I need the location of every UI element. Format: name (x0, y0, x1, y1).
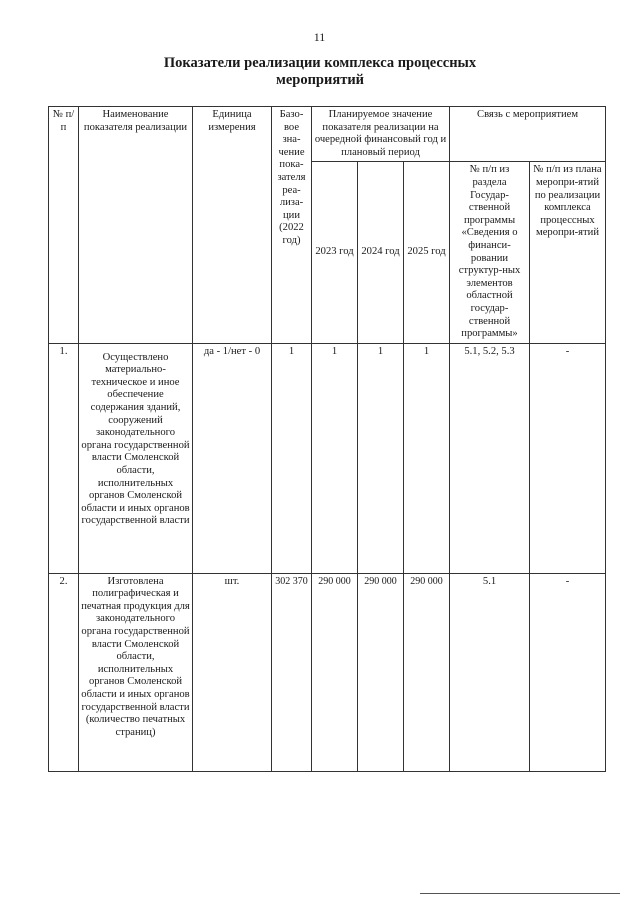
row-unit: шт. (193, 573, 272, 771)
row-name: Изготовлена полиграфическая и печатная продукция для законодательного органа государственной власти Смоленской области, исполнительных органов Смоленской области и иных органов государственной власти (количество печатных страниц) (79, 573, 193, 771)
page-number: 11 (313, 30, 326, 44)
row-link-program: 5.1 (450, 573, 530, 771)
row-2025: 290 000 (404, 573, 450, 771)
header-base: Базо-вое зна-чение пока-зателя реа-лиза-ции (2022 год) (272, 107, 312, 344)
table-row (49, 343, 606, 573)
header-year-2025: 2025 год (404, 162, 450, 343)
title-line-2: мероприятий (275, 72, 365, 88)
row-2023: 1 (312, 343, 358, 573)
row-2024: 290 000 (358, 573, 404, 771)
row-num: 1. (49, 343, 79, 573)
row-link-plan: - (530, 573, 606, 771)
footer-line (420, 893, 620, 894)
title-line-1: Показатели реализации комплекса процессных (163, 55, 477, 71)
header-link: Связь с мероприятием (450, 107, 606, 162)
header-num: № п/п (49, 107, 79, 344)
table-row (49, 573, 606, 771)
indicators-table (48, 106, 606, 772)
row-base: 1 (272, 343, 312, 573)
header-planned: Планируемое значение показателя реализации на очередной финансовый год и плановый период (312, 107, 450, 162)
row-2023: 290 000 (312, 573, 358, 771)
header-link-plan: № п/п из плана меропри-ятий по реализации комплекса процессных меропри-ятий (530, 162, 606, 343)
header-row-1 (49, 107, 606, 162)
row-base: 302 370 (272, 573, 312, 771)
row-unit: да - 1/нет - 0 (193, 343, 272, 573)
header-name: Наименование показателя реализации (79, 107, 193, 344)
page-title (120, 55, 520, 89)
row-link-plan: - (530, 343, 606, 573)
row-2025: 1 (404, 343, 450, 573)
header-unit: Единица измерения (193, 107, 272, 344)
header-link-program: № п/п из раздела Государ-ственной программы «Сведения о финанси-ровании структур-ных элементов областной государ-ственной программы» (450, 162, 530, 343)
header-year-2023: 2023 год (312, 162, 358, 343)
header-year-2024: 2024 год (358, 162, 404, 343)
row-name: Осуществлено материально-техническое и иное обеспечение содержания зданий, сооружений законодательного органа государственной власти Смоленской области, исполнительных органов Смоленской области и иных органов государственной власти (79, 343, 193, 573)
row-link-program: 5.1, 5.2, 5.3 (450, 343, 530, 573)
row-2024: 1 (358, 343, 404, 573)
row-num: 2. (49, 573, 79, 771)
